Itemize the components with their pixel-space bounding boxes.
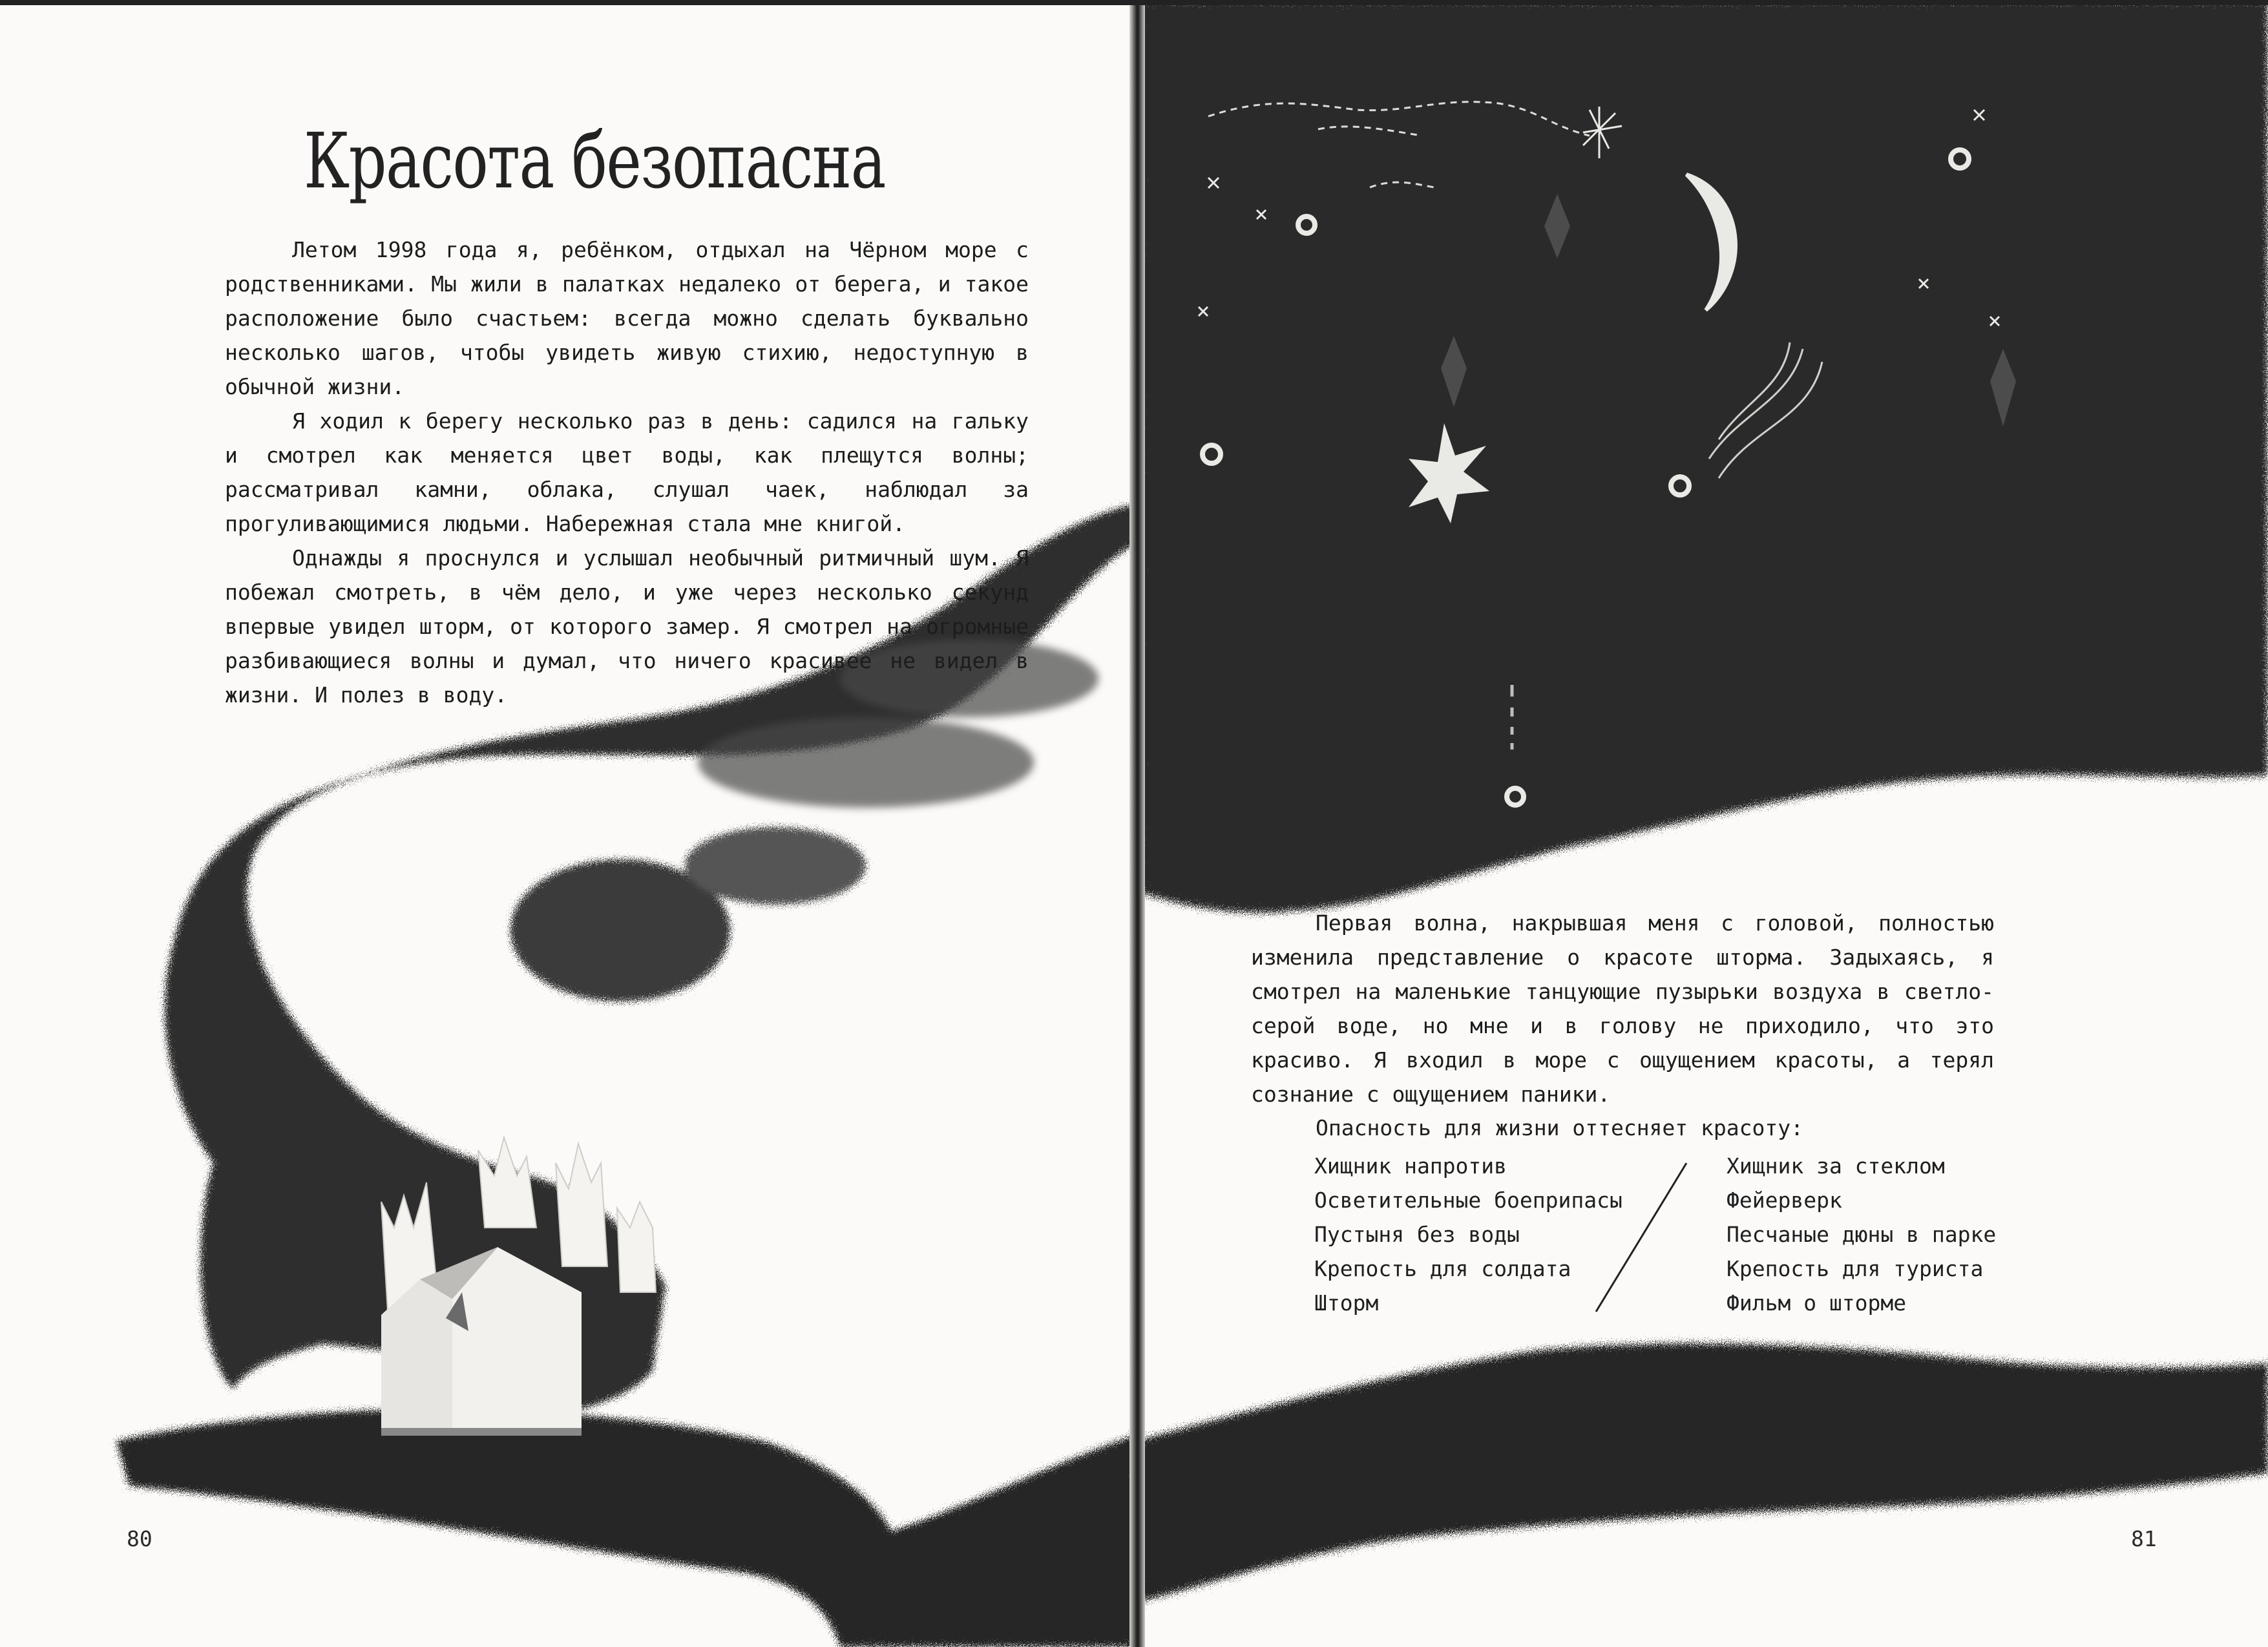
list-item: Шторм bbox=[1314, 1290, 1379, 1316]
list-item: Фейерверк bbox=[1727, 1188, 1842, 1213]
chapter-title: Красота безопасна bbox=[304, 116, 885, 205]
page-number: 81 bbox=[2131, 1526, 2157, 1551]
paragraph: Первая волна, накрывшая меня с головой, полностью изменила представление о красоте шторма. Задыхаясь, я смотрел на маленькие танцующие пузырьки воздуха в светло-серой воде, но мне и в голову не приходило, что это красиво. Я входил в море с ощущением красоты, а терял сознание с ощущением паники. bbox=[1251, 910, 1994, 1107]
list-item: Хищник напротив bbox=[1314, 1153, 1507, 1179]
list-item: Фильм о шторме bbox=[1727, 1290, 1907, 1316]
paragraph: Я ходил к берегу несколько раз в день: садился на гальку и смотрел как меняется цвет воды, как плещутся волны; рассматривал камни, облака, слушал чаек, наблюдал за прогуливающимися людьми. Набережная стала мне книгой. bbox=[225, 408, 1029, 536]
page-number: 80 bbox=[127, 1526, 152, 1551]
night-sky-illustration bbox=[1137, 0, 2268, 1647]
list-item: Осветительные боеприпасы bbox=[1314, 1188, 1622, 1213]
left-page-body bbox=[225, 233, 1029, 712]
list-item: Хищник за стеклом bbox=[1727, 1153, 1945, 1179]
book-gutter bbox=[1129, 0, 1145, 1647]
list-item: Песчаные дюны в парке bbox=[1727, 1222, 1997, 1247]
dangerous-list bbox=[1314, 1149, 1622, 1320]
right-page bbox=[1137, 0, 2268, 1647]
list-item: Пустыня без воды bbox=[1314, 1222, 1520, 1247]
list-item: Крепость для туриста bbox=[1727, 1256, 1984, 1281]
right-page-body bbox=[1251, 906, 1994, 1111]
paragraph: Летом 1998 года я, ребёнком, отдыхал на Чёрном море с родственниками. Мы жили в палатках недалеко от берега, и такое расположение было счастьем: всегда можно сделать буквально несколько шагов, чтобы увидеть живую стихию, недоступную в обычной жизни. bbox=[225, 237, 1029, 399]
page-top-edge bbox=[0, 0, 2268, 5]
list-item: Крепость для солдата bbox=[1314, 1256, 1571, 1281]
safe-list bbox=[1727, 1149, 1996, 1320]
divider-slash bbox=[1590, 1157, 1693, 1318]
comparison-intro: Опасность для жизни оттесняет красоту: bbox=[1316, 1115, 1803, 1140]
paragraph: Однажды я проснулся и услышал необычный ритмичный шум. Я побежал смотреть, в чём дело, и уже через несколько секунд впервые увидел шторм, от которого замер. Я смотрел на огромные разбивающиеся волны и думал, что ничего красивее не видел в жизни. И полез в воду. bbox=[225, 545, 1029, 708]
